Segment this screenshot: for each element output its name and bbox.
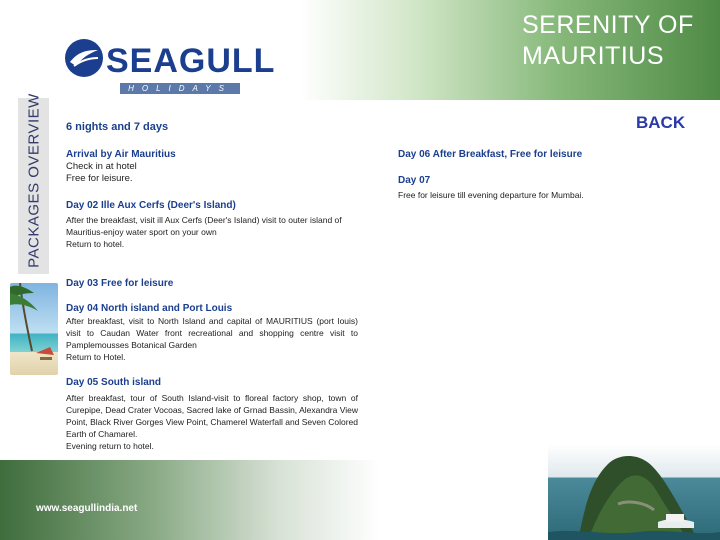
day4-title: Day 04 North island and Port Louis: [66, 303, 233, 314]
brand-subtitle: HOLIDAYS: [120, 83, 240, 94]
day6-title: Day 06 After Breakfast, Free for leisure: [398, 149, 583, 160]
day2-return: Return to hotel.: [66, 239, 125, 249]
day1-block: [66, 148, 358, 185]
side-banner: [18, 93, 49, 274]
day5-return: Evening return to hotel.: [66, 441, 154, 451]
slide-title: SERENITY OF MAURITIUS: [522, 11, 694, 70]
day1-line: Check in at hotel: [66, 161, 137, 172]
day5-text: After breakfast, tour of South Island-visit to floreal factory shop, town of Curepipe, Dead Crater Vocoas, Sacred lake of Grnad Bassin, Alexandra View Point, Black River Gorges View Point, Chamerel Waterfall and Seven Colored Earth of Chamarel.: [66, 393, 358, 439]
day3-title: Day 03 Free for leisure: [66, 278, 174, 289]
day7-text: Free for leisure till evening departure for Mumbai.: [398, 190, 584, 200]
day2-block: [66, 199, 358, 250]
day4-text: After breakfast, visit to North Island and capital of MAURITIUS (port louis) visit to Caudan Water front recreational and shopping centre visit to Pamplemousses Botanical Garden: [66, 316, 358, 350]
packages-overview-label: PACKAGES OVERVIEW: [25, 93, 43, 268]
day7-title: Day 07: [398, 175, 431, 186]
seagull-logo: [62, 36, 276, 98]
seagull-bird-icon: [64, 38, 104, 78]
day7-block: [398, 174, 698, 201]
beach-photo: [10, 283, 58, 375]
day2-title: Day 02 Ille Aux Cerfs (Deer's Island): [66, 200, 236, 211]
day5-block: [66, 376, 358, 452]
brand-wordmark: SEAGULL: [106, 42, 276, 80]
trip-duration: 6 nights and 7 days: [66, 121, 169, 133]
day4-return: Return to Hotel.: [66, 352, 126, 362]
day1-line: Free for leisure.: [66, 173, 133, 184]
day4-block: [66, 302, 358, 363]
day2-text: After the breakfast, visit ill Aux Cerfs (Deer's Island) visit to outer island of Mauritius-enjoy water sport on your own: [66, 215, 342, 237]
day6-block: [398, 148, 698, 161]
day5-title: Day 05 South island: [66, 377, 162, 388]
website-url[interactable]: www.seagullindia.net: [36, 503, 138, 514]
day1-title: Arrival by Air Mauritius: [66, 149, 176, 160]
back-link[interactable]: BACK: [636, 113, 686, 132]
day3-block: [66, 277, 358, 290]
island-photo: [548, 444, 720, 540]
